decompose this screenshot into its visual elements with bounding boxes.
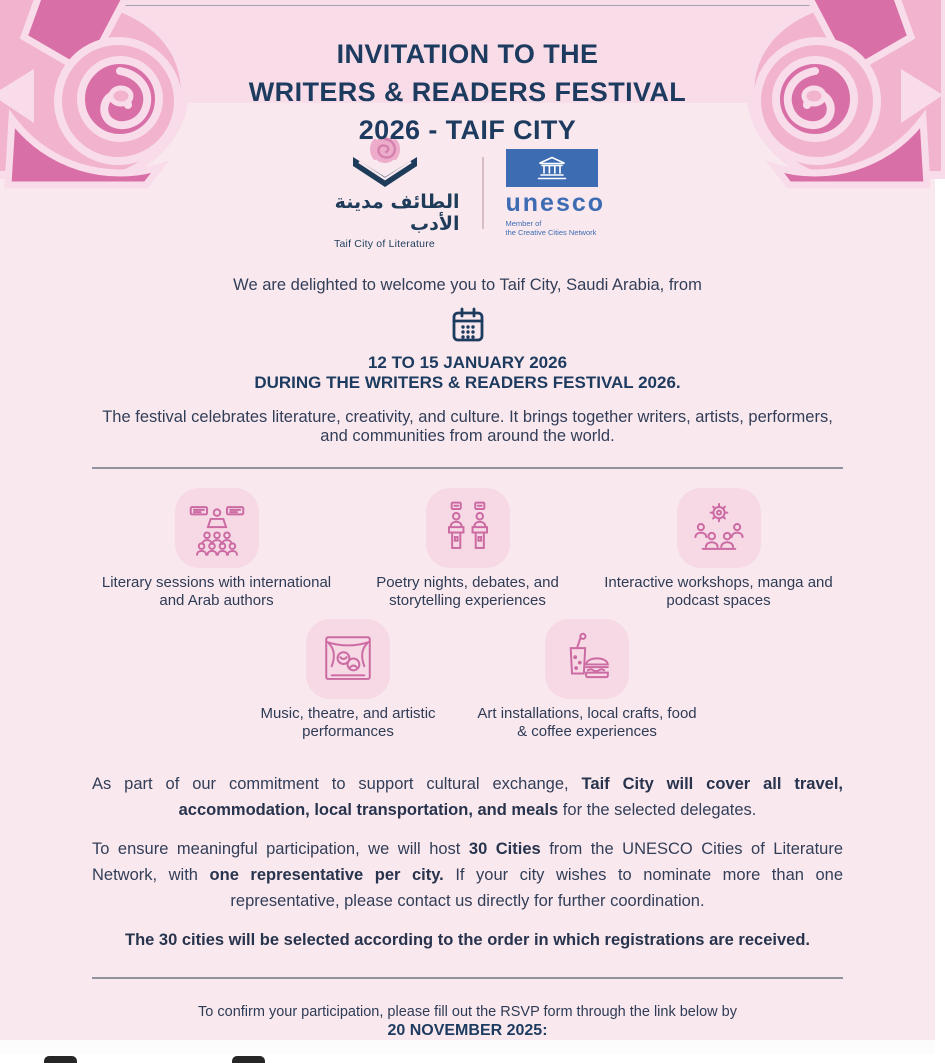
unesco-temple-emblem — [506, 149, 598, 187]
paragraph-selection-order: The 30 cities will be selected according to the order in which registrations are received. — [125, 931, 810, 950]
feature-label: Interactive workshops, manga and podcast spaces — [604, 574, 833, 610]
unesco-temple-icon — [532, 154, 572, 182]
date-range: 12 TO 15 JANUARY 2026 — [367, 353, 568, 373]
debate-podiums-icon — [439, 499, 497, 557]
poster-title-line1: INVITATION TO THE — [336, 39, 599, 70]
text-segment: for the selected delegates. — [558, 801, 757, 820]
feature-poetry-nights — [342, 488, 593, 610]
feature-row-1 — [0, 488, 935, 610]
taif-city-of-literature-logo — [310, 135, 460, 250]
text-segment-bold: 30 Cities — [468, 840, 541, 859]
taif-logo-arabic-text: الطائف مدينة الأدب — [334, 191, 460, 236]
food-drink-icon — [558, 630, 616, 688]
unesco-logo — [506, 149, 626, 237]
welcome-text: We are delighted to welcome you to Taif City, Saudi Arabia, from — [233, 276, 702, 295]
feature-literary-sessions — [91, 488, 342, 610]
festival-description: The festival celebrates literature, creativity, and culture. It brings together writers, artists, performers, and communities from around the world. — [102, 408, 833, 446]
poster-body — [0, 103, 935, 1040]
lecture-audience-icon — [188, 499, 246, 557]
paragraph-travel-coverage — [92, 771, 843, 823]
poster-title — [150, 35, 785, 149]
text-segment: from the UNESCO Cities of Literature Network, with — [92, 840, 844, 885]
event-dates — [0, 353, 935, 393]
text-segment: If your city wishes to nominate more than one representative, please contact us directly for further coordination. — [230, 866, 843, 911]
text-segment-bold: one representative per city. — [209, 866, 444, 885]
calendar-icon-wrap — [0, 305, 935, 345]
feature-tile — [175, 488, 259, 568]
unesco-member-line1: Member of — [505, 218, 542, 228]
poster-title-line3: 2026 - TAIF CITY — [358, 115, 577, 146]
text-segment: As part of our commitment to support cultural exchange, — [92, 775, 582, 794]
divider-bottom — [92, 977, 843, 979]
feature-label: Art installations, local crafts, food & coffee experiences — [477, 705, 697, 741]
unesco-member-line2: the Creative Cities Network — [505, 227, 597, 237]
calendar-icon — [448, 305, 488, 345]
rsvp-instruction: To confirm your participation, please fill out the RSVP form through the link below by — [198, 1004, 737, 1021]
feature-tile — [426, 488, 510, 568]
during-festival-line: DURING THE WRITERS & READERS FESTIVAL 2026. — [254, 373, 681, 393]
divider-top — [92, 467, 843, 469]
taif-logo-caption: Taif City of Literature — [334, 238, 435, 251]
unesco-wordmark: unesco — [505, 188, 606, 217]
cropped-icon-left[interactable] — [44, 1056, 77, 1063]
text-segment-bold: Taif City will cover all travel, accommodation, local transportation, and meals — [178, 775, 843, 820]
rsvp-deadline: 20 NOVEMBER 2025: — [387, 1022, 548, 1040]
feature-label: Literary sessions with international and Arab authors — [101, 574, 332, 610]
unesco-member-text — [506, 219, 626, 237]
feature-label: Poetry nights, debates, and storytelling experiences — [376, 574, 559, 610]
cropped-icon-right[interactable] — [232, 1056, 265, 1063]
info-paragraphs — [0, 771, 935, 953]
feature-row-2 — [0, 619, 935, 741]
theatre-stage-icon — [319, 630, 377, 688]
feature-music-theatre — [229, 619, 468, 741]
rsvp-section — [0, 1004, 935, 1040]
logo-separator — [482, 157, 484, 229]
feature-workshops — [593, 488, 844, 610]
feature-tile — [677, 488, 761, 568]
header-banner — [0, 5, 935, 146]
workshop-gear-people-icon — [690, 499, 748, 557]
feature-label: Music, theatre, and artistic performances — [260, 705, 436, 741]
feature-tile — [306, 619, 390, 699]
text-segment: To ensure meaningful participation, we will host — [92, 840, 469, 859]
poster-title-line2: WRITERS & READERS FESTIVAL — [248, 77, 687, 108]
feature-tile — [545, 619, 629, 699]
paragraph-thirty-cities — [92, 836, 843, 914]
bottom-app-strip — [0, 1040, 935, 1054]
feature-art-food — [468, 619, 707, 741]
